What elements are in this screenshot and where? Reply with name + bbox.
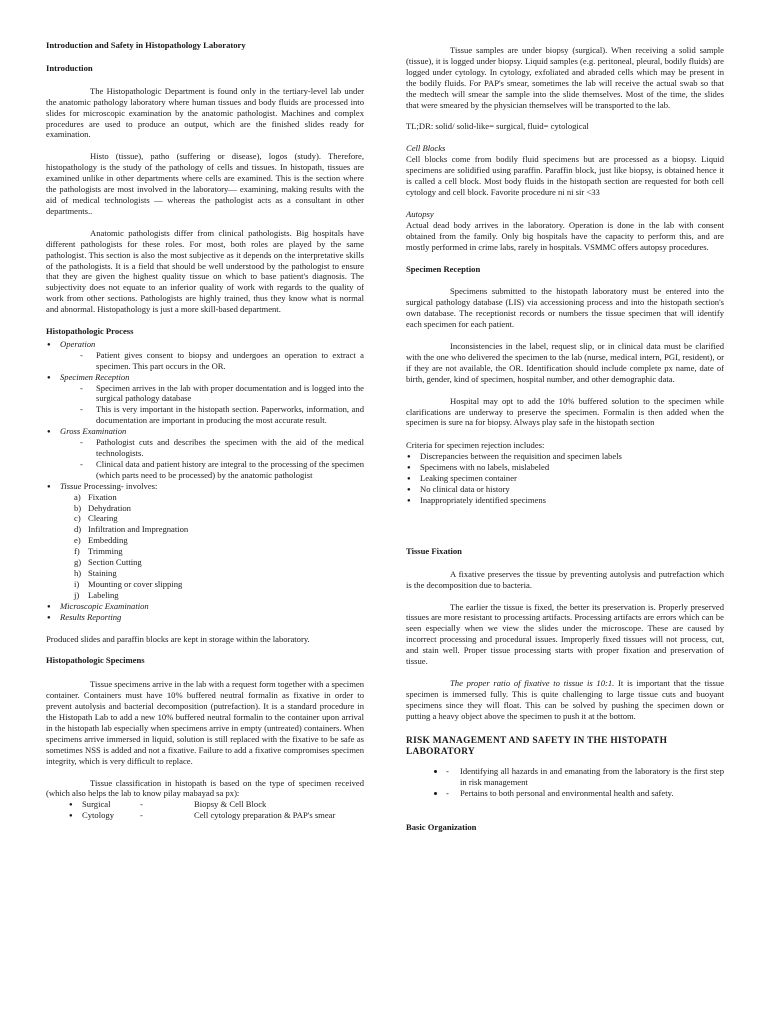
right-column <box>406 45 724 843</box>
storage-note: Produced slides and paraffin blocks are kept in storage within the laboratory. <box>46 633 310 644</box>
criteria-item: ● Specimens with no labels, mislabeled <box>406 462 724 473</box>
process-detail: - Specimen arrives in the lab with proper documentation and is logged into the surgical pathology database <box>80 383 364 405</box>
step-item: d) Infiltration and Impregnation <box>74 524 189 535</box>
step-item: i) Mounting or cover slipping <box>74 578 183 589</box>
process-list <box>46 339 364 623</box>
specimens-heading: Histopathologic Specimens <box>46 655 145 666</box>
reception-paragraph-2: Inconsistencies in the label, request slip, or in clinical data must be clarified with the one who delivered the specimen to the lab (nurse, medical intern, PGI, resident), or if they are not available, the OR. Identification should include complete px name, date of birth, gender, kind of specimen, hospital number, and other demographic data. <box>406 341 724 384</box>
fixation-heading: Tissue Fixation <box>406 545 462 556</box>
process-item <box>46 372 364 427</box>
process-heading: Histopathologic Process <box>46 326 134 337</box>
criteria-item: ● Discrepancies between the requisition and specimen labels <box>406 451 724 462</box>
tldr-note: TL;DR: solid/ solid-like= surgical, fluid= cytological <box>406 121 589 132</box>
left-column <box>46 40 364 821</box>
step-item: f) Trimming <box>74 546 123 557</box>
cell-blocks-paragraph: Cell blocks come from bodily fluid specimens but are processed as a biopsy. Liquid specimens are solidified using paraffin. Paraffin block, just like biopsy, is obtained hence it is called a cell block. Most body fluids in the histopath section are requested for both cell cytology and cell block. Favorite procedure ni ni sir <33 <box>406 154 724 197</box>
rejection-criteria-list <box>406 451 724 506</box>
process-item-label: Specimen Reception <box>60 371 130 382</box>
process-item: ● Results Reporting <box>46 612 364 623</box>
intro-heading: Introduction <box>46 62 93 73</box>
reception-heading: Specimen Reception <box>406 263 481 274</box>
step-item: e) Embedding <box>74 535 128 546</box>
risk-item: - • Identifying all hazards in and emanating from the laboratory is the first step in risk management <box>446 766 724 788</box>
ratio-emphasis: The proper ratio of fixative to tissue is 10:1. <box>450 677 615 688</box>
step-item: g) Section Cutting <box>74 557 142 568</box>
intro-paragraph-1: The Histopathologic Department is found only in the tertiary-level lab under the anatomic pathology laboratory where human tissues and body fluids are processed into slides for microscopic examination by the anatomic pathologist. Machines and complex procedures are used to produce an output, which are the finished slides ready for examination. <box>46 85 364 140</box>
classification-row: ● Surgical - Biopsy & Cell Block <box>68 799 364 810</box>
tissue-label: Tissue <box>60 480 82 491</box>
tissue-steps <box>74 492 364 601</box>
autopsy-paragraph: Actual dead body arrives in the laboratory. Operation is done in the lab with consent obtained from the family. Only big hospitals have the capacity to perform this, and are mostly performed in crime labs, rarely in hospitals. VSMMC offers autopsy procedures. <box>406 219 724 252</box>
step-item: h) Staining <box>74 567 117 578</box>
intro-paragraph-2: Histo (tissue), patho (suffering or disease), logos (study). Therefore, histopathology is the study of the pathology of cells and tissues. In histopath, tissues are examined unlike in other departments where cells are examined. This is the section where the pathologists are most involved in the laboratory— examining, making results with the aid of medical technologists — whereas the pathologist acts as a consultant in other departments.. <box>46 151 364 216</box>
specimen-types-paragraph: Tissue samples are under biopsy (surgical). When receiving a solid sample (tissue), it is logged under biopsy. Liquid samples (e.g. peritoneal, pleural, bodily fluids) are logged under cytology. In cytology, exfoliated and abraded cells which may be present in the bodily fluids. For PAP's smear, sometimes the lab will receive the actual swab so that the medtech will smear the sample into the slide themselves. Most of the time, the slides that were smeared by the physician themselves will be transported to the lab. <box>406 45 724 110</box>
step-item: a) Fixation <box>74 491 117 502</box>
fixation-paragraph-1: A fixative preserves the tissue by preventing autolysis and putrefaction which is the decomposition due to bacteria. <box>406 568 724 590</box>
step-item: j) Labeling <box>74 589 119 600</box>
classification-list <box>68 799 364 821</box>
fixation-paragraph-2: The earlier the tissue is fixed, the better its preservation is. Properly preserved tissues are more resistant to processing artifacts. Processing artifacts are errors which can be seen especially when we view the slides under the microscope. These are caused by incorrect processing and procedural issues. Improperly fixed tissues will not process, cut, and stain well. Proper tissue processing starts with proper fixation and preservation of tissue. <box>406 601 724 667</box>
reception-paragraph-1: Specimens submitted to the histopath laboratory must be entered into the surgical pathology database (LIS) via accessioning process and into the histopath section's own database. The receptionist records or numbers the tissue specimen that will identify each specimen for each patient. <box>406 286 724 330</box>
criteria-item: ● No clinical data or history <box>406 484 724 495</box>
criteria-intro: Criteria for specimen rejection includes: <box>406 440 545 451</box>
criteria-item: ● Leaking specimen container <box>406 473 724 484</box>
ratio-rest: It is important that the tissue specimen is immersed fully. This is quite challenging to large tissue cuts and buoyant specimens since they will float. This can be solved by pushing the specimen down or putting a heavy object above the specimen to push it at the bottom. <box>406 677 725 721</box>
document-title: Introduction and Safety in Histopathology Laboratory <box>46 40 246 50</box>
process-item-label: Gross Examination <box>60 426 127 437</box>
step-item: b) Dehydration <box>74 502 131 513</box>
autopsy-heading: Autopsy <box>406 208 434 219</box>
tissue-label-rest: Processing- involves: <box>81 480 158 491</box>
risk-heading: RISK MANAGEMENT AND SAFETY IN THE HISTOPATH LABORATORY <box>406 735 668 757</box>
process-item <box>46 426 364 481</box>
risk-item: - • Pertains to both personal and environmental health and safety. <box>446 788 724 799</box>
process-item: ● Microscopic Examination <box>46 601 364 612</box>
process-detail: - Patient gives consent to biopsy and undergoes an operation to extract a specimen. This part occurs in the OR. <box>80 350 364 372</box>
process-item <box>46 481 364 601</box>
intro-paragraph-3: Anatomic pathologists differ from clinical pathologists. Big hospitals have different pathologists for these roles. For most, both roles are played by the same pathologist. This section is also the most subjective as it depends on the interpretative skills of the pathologists. It is a field that should be well understood by the pathologist to ensure that they are given the highest quality tissue on which to base patient's diagnosis. The subjectivity does not equate to an inferior quality of work with regards to the quality of work from other sections. Pathologists are highly trained, thus they know what is normal and abnormal. Histopathology is just a more skill-based department. <box>46 227 364 315</box>
process-item <box>46 339 364 372</box>
fixation-ratio-paragraph <box>406 678 724 722</box>
criteria-item: ● Inappropriately identified specimens <box>406 495 724 506</box>
cell-blocks-heading: Cell Blocks <box>406 143 446 154</box>
basic-organization-heading: Basic Organization <box>406 821 477 832</box>
reception-paragraph-3: Hospital may opt to add the 10% buffered solution to the specimen while clarifications are underway to preserve the specimen. Formalin is then added when the specimen is sure na for biopsy. Always play safe in the histopath section <box>406 395 724 428</box>
specimens-paragraph-2: Tissue classification in histopath is based on the type of specimen received (which also helps the lab to know pilay mabayad sa px): <box>46 777 364 799</box>
process-item-label: Operation <box>60 338 96 349</box>
step-item: c) Clearing <box>74 513 118 524</box>
classification-row: ● Cytology - Cell cytology preparation & PAP's smear <box>68 810 364 821</box>
process-detail: - This is very important in the histopath section. Paperworks, information, and documentation are important in producing the most accurate result. <box>80 404 364 426</box>
risk-list <box>406 766 724 799</box>
process-detail: - Clinical data and patient history are integral to the processing of the specimen (which parts need to be processed) by the anatomic pathologist <box>80 459 364 481</box>
specimens-paragraph-1: Tissue specimens arrive in the lab with a request form together with a specimen container. Containers must have 10% buffered neutral formalin as fixative in order to prevent autolysis and bacterial decomposition (putrefaction). It is a standard procedure in the Histopath Lab to add a new 10% buffered neutral formalin to the container upon arrival in the histopath lab especially when specimens arrive in empty (untreated) containers. When specimens arrive immersed in liquid, solution is still replaced with the fixative to be safe as sometimes NSS is added and not a fixative. Failure to add a fixative compromises specimen integrity, which is very difficult to replace. <box>46 679 364 766</box>
process-detail: - Pathologist cuts and describes the specimen with the aid of the medical technologists. <box>80 437 364 459</box>
